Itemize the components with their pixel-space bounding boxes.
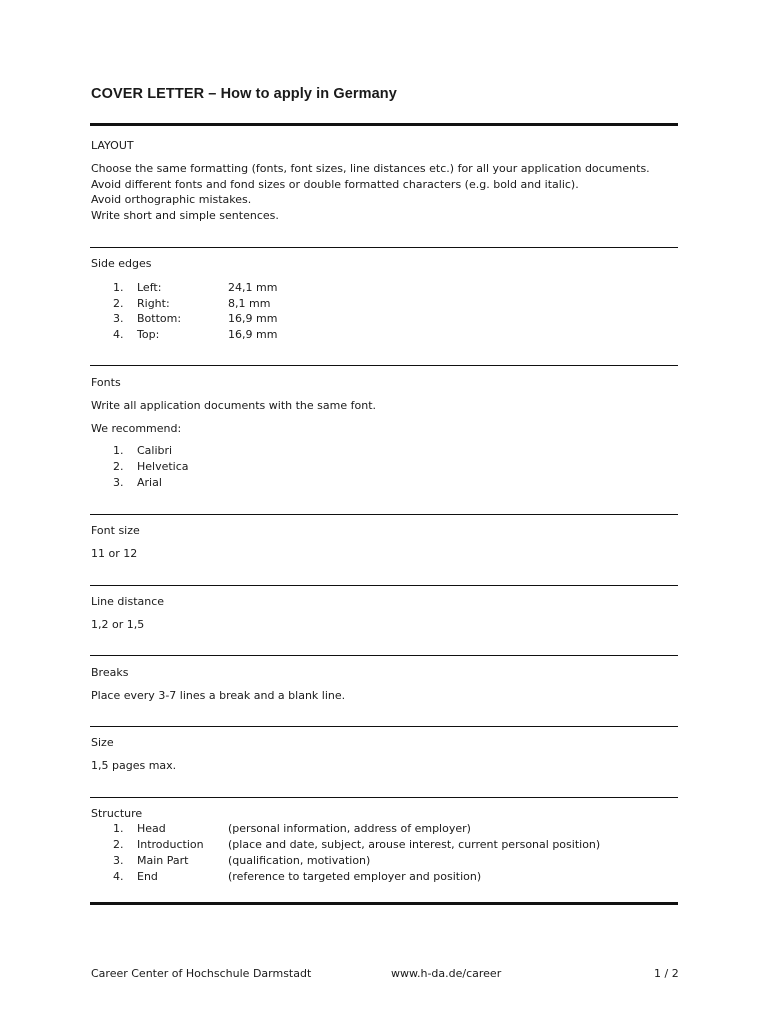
section-heading-breaks: Breaks	[91, 665, 129, 679]
list-value: 16,9 mm	[228, 328, 278, 341]
list-label: Bottom:	[137, 312, 182, 325]
list-label: Arial	[137, 475, 162, 489]
section-heading-size: Size	[91, 736, 114, 749]
section-divider	[90, 514, 678, 515]
layout-line: Write short and simple sentences.	[91, 208, 279, 222]
list-number: 3.	[113, 312, 124, 325]
list-value: 24,1 mm	[228, 280, 278, 294]
list-value: (qualification, motivation)	[228, 853, 371, 867]
section-heading-layout: LAYOUT	[91, 139, 134, 152]
layout-line: Avoid different fonts and fond sizes or double formatted characters (e.g. bold and italic).	[91, 177, 579, 191]
font-size-text: 11 or 12	[91, 547, 138, 560]
list-number: 2.	[113, 838, 124, 851]
list-number: 2.	[113, 460, 124, 473]
list-label: Main Part	[137, 853, 189, 867]
list-label: Helvetica	[137, 460, 189, 473]
list-number: 1.	[113, 280, 124, 294]
section-heading-fonts: Fonts	[91, 375, 121, 389]
list-value: (reference to targeted employer and position)	[228, 869, 482, 883]
section-divider	[90, 247, 678, 248]
list-number: 4.	[113, 869, 124, 883]
list-number: 1.	[113, 822, 124, 835]
footer-page-number: 1 / 2	[654, 967, 679, 980]
breaks-text: Place every 3-7 lines a break and a blank line.	[91, 688, 346, 702]
footer-url-link[interactable]: www.h-da.de/career	[391, 967, 502, 980]
section-heading-structure: Structure	[91, 806, 143, 820]
list-label: End	[137, 869, 158, 883]
title-divider	[90, 123, 678, 126]
list-label: Calibri	[137, 444, 173, 457]
list-number: 4.	[113, 328, 124, 341]
section-divider	[90, 726, 678, 727]
layout-line: Choose the same formatting (fonts, font sizes, line distances etc.) for all your application documents.	[91, 162, 650, 175]
fonts-text: We recommend:	[91, 421, 182, 435]
list-label: Top:	[137, 328, 160, 341]
section-heading-font-size: Font size	[91, 524, 140, 537]
list-value: 8,1 mm	[228, 296, 271, 310]
section-heading-side-edges: Side edges	[91, 257, 152, 270]
list-number: 3.	[113, 853, 124, 867]
size-text: 1,5 pages max.	[91, 759, 177, 772]
page-title: COVER LETTER – How to apply in Germany	[91, 86, 397, 102]
section-heading-line-distance: Line distance	[91, 594, 165, 608]
list-label: Head	[137, 822, 166, 835]
list-number: 1.	[113, 444, 124, 457]
list-value: (personal information, address of employer)	[228, 822, 471, 835]
layout-line: Avoid orthographic mistakes.	[91, 193, 252, 206]
section-divider	[90, 655, 678, 656]
list-label: Left:	[137, 280, 162, 294]
list-value: (place and date, subject, arouse interest, current personal position)	[228, 838, 601, 851]
section-divider	[90, 797, 678, 798]
structure-bottom-divider	[90, 902, 678, 905]
list-number: 2.	[113, 296, 124, 310]
line-distance-text: 1,2 or 1,5	[91, 617, 145, 631]
section-divider	[90, 365, 678, 366]
footer-org: Career Center of Hochschule Darmstadt	[91, 967, 312, 980]
fonts-text: Write all application documents with the same font.	[91, 398, 377, 412]
list-label: Right:	[137, 296, 170, 310]
list-label: Introduction	[137, 838, 204, 851]
list-value: 16,9 mm	[228, 312, 278, 325]
section-divider	[90, 585, 678, 586]
list-number: 3.	[113, 475, 124, 489]
